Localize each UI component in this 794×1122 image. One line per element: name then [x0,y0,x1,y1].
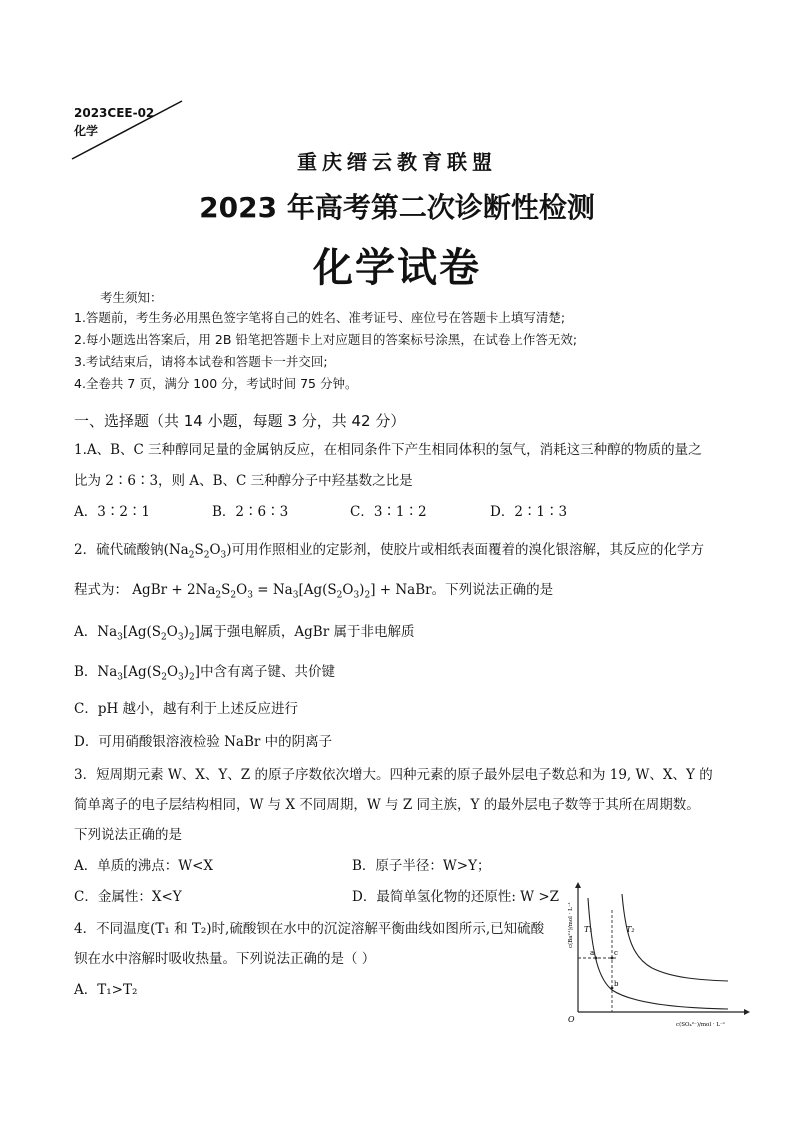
point-a [595,957,598,960]
q1-option-a: A．3∶2∶1 [74,504,151,520]
q2-option-b-text: 中含有离子键、共价键 [200,664,336,680]
label-t1: T₁ [584,925,593,934]
curve-t1 [588,898,728,1009]
notice-item: 1.答题前，考生务必用黑色签字笔将自己的姓名、准考证号、座位号在答题卡上填写清楚; [74,310,566,325]
paper-code-block [74,104,154,140]
exam-title: 2023 年高考第二次诊断性检测 [199,191,595,224]
q1-option-b: B．2∶6∶3 [212,504,289,520]
notice-item: 3.考试结束后，请将本试卷和答题卡一并交回; [74,354,328,369]
paper-code: 2023CEE-02 [74,106,155,120]
question-2-line-2 [74,578,553,601]
section-heading: 一、选择题（共 14 小题，每题 3 分，共 42 分） [74,412,406,430]
point-c [611,957,614,960]
question-1-line-2: 比为 2∶6∶3，则 A、B、C 三种醇分子中羟基数之比是 [74,473,413,489]
q2-option-c: C．pH 越小，越有利于上述反应进行 [74,701,299,717]
q2-question-text: 。下列说法正确的是 [431,582,554,598]
label-a: a [590,949,595,957]
reaction-equation: AgBr + $2Na_2S_2O_3 = Na_3[Ag(S_2O_3)_2]$ + NaBr [132,582,432,601]
formula-complex: $Na_3[Ag(S_2O_3)_2]$ [97,664,201,683]
q2-option-a-text: 属于强电解质，AgBr 属于非电解质 [199,624,415,640]
notice-item: 4.全卷共 7 页，满分 100 分，考试时间 75 分钟。 [74,376,358,391]
origin-label: O [568,1015,575,1024]
q1-option-d: D．2∶1∶3 [490,504,568,520]
y-axis-arrow [575,882,581,888]
formula-complex: $Na_3[Ag(S_2O_3)_2]$ [97,624,200,643]
question-3-line-3: 下列说法正确的是 [74,827,182,843]
q3-option-b: B．原子半径：W>Y； [352,858,491,874]
organization-title: 重庆缙云教育联盟 [297,150,497,174]
question-4-line-2: 钡在水中溶解时吸收热量。下列说法正确的是（ ） [74,951,376,967]
q2-option-b: B．$Na_3[Ag(S_2O_3)_2]$中含有离子键、共价键 [74,664,336,683]
question-3-line-2: 简单离子的电子层结构相同，W 与 X 不同周期，W 与 Z 同主族，Y 的最外层电子数等于其所在周期数。 [74,797,700,813]
q2-equation-label: 程式为： [74,582,128,598]
question-3-line-1: 3．短周期元素 W、X、Y、Z 的原子序数依次增大。四种元素的原子最外层电子数总和为 19, W、X、Y 的 [74,767,713,783]
paper-subject: 化学 [74,124,99,138]
x-axis-arrow [744,1009,750,1015]
q3-option-c: C．金属性：X<Y [74,889,182,905]
label-c: c [614,949,618,957]
q2-text-end: )可用作照相业的定影剂，使胶片或相纸表面覆着的溴化银溶解，其反应的化学方 [226,542,705,558]
question-1-line-1: 1.A、B、C 三种醇同足量的金属钠反应，在相同条件下产生相同体积的氢气，消耗这三种醇的物质的量之 [74,442,702,458]
formula-na2s2o3: $Na_2S_2O_3$ [168,542,227,561]
paper-title: 化学试卷 [313,245,481,291]
point-b [611,987,614,990]
q1-option-c: C．3∶1∶2 [350,504,427,520]
q3-option-a: A．单质的沸点：W<X [74,858,214,874]
curve-t2 [622,894,728,981]
question-4-line-1: 4．不同温度(T₁ 和 T₂)时,硫酸钡在水中的沉淀溶解平衡曲线如图所示,已知硫酸 [74,921,545,937]
label-t2: T₂ [626,925,635,934]
label-b: b [614,980,619,988]
q2-text-start: 2．硫代硫酸钠( [74,542,169,558]
y-axis-label: c(Ba²⁺)/mol · L⁻¹ [568,902,574,948]
x-axis-label: c(SO₄²⁻)/mol · L⁻¹ [676,1022,726,1028]
q3-option-d: D．最简单氢化物的还原性: W >Z [352,889,560,905]
q2-option-a: A．$Na_3[Ag(S_2O_3)_2]$属于强电解质，AgBr 属于非电解质 [74,624,415,643]
notice-title: 考生须知： [100,290,163,305]
q4-option-a: A．T₁>T₂ [74,982,138,998]
notice-item: 2.每小题选出答案后，用 2B 铅笔把答题卡上对应题目的答案标号涂黑，在试卷上作答无效; [74,332,578,347]
question-2-line-1 [74,538,704,561]
solubility-equilibrium-graph [560,880,750,1030]
q2-option-d: D．可用硝酸银溶液检验 NaBr 中的阴离子 [74,734,333,750]
